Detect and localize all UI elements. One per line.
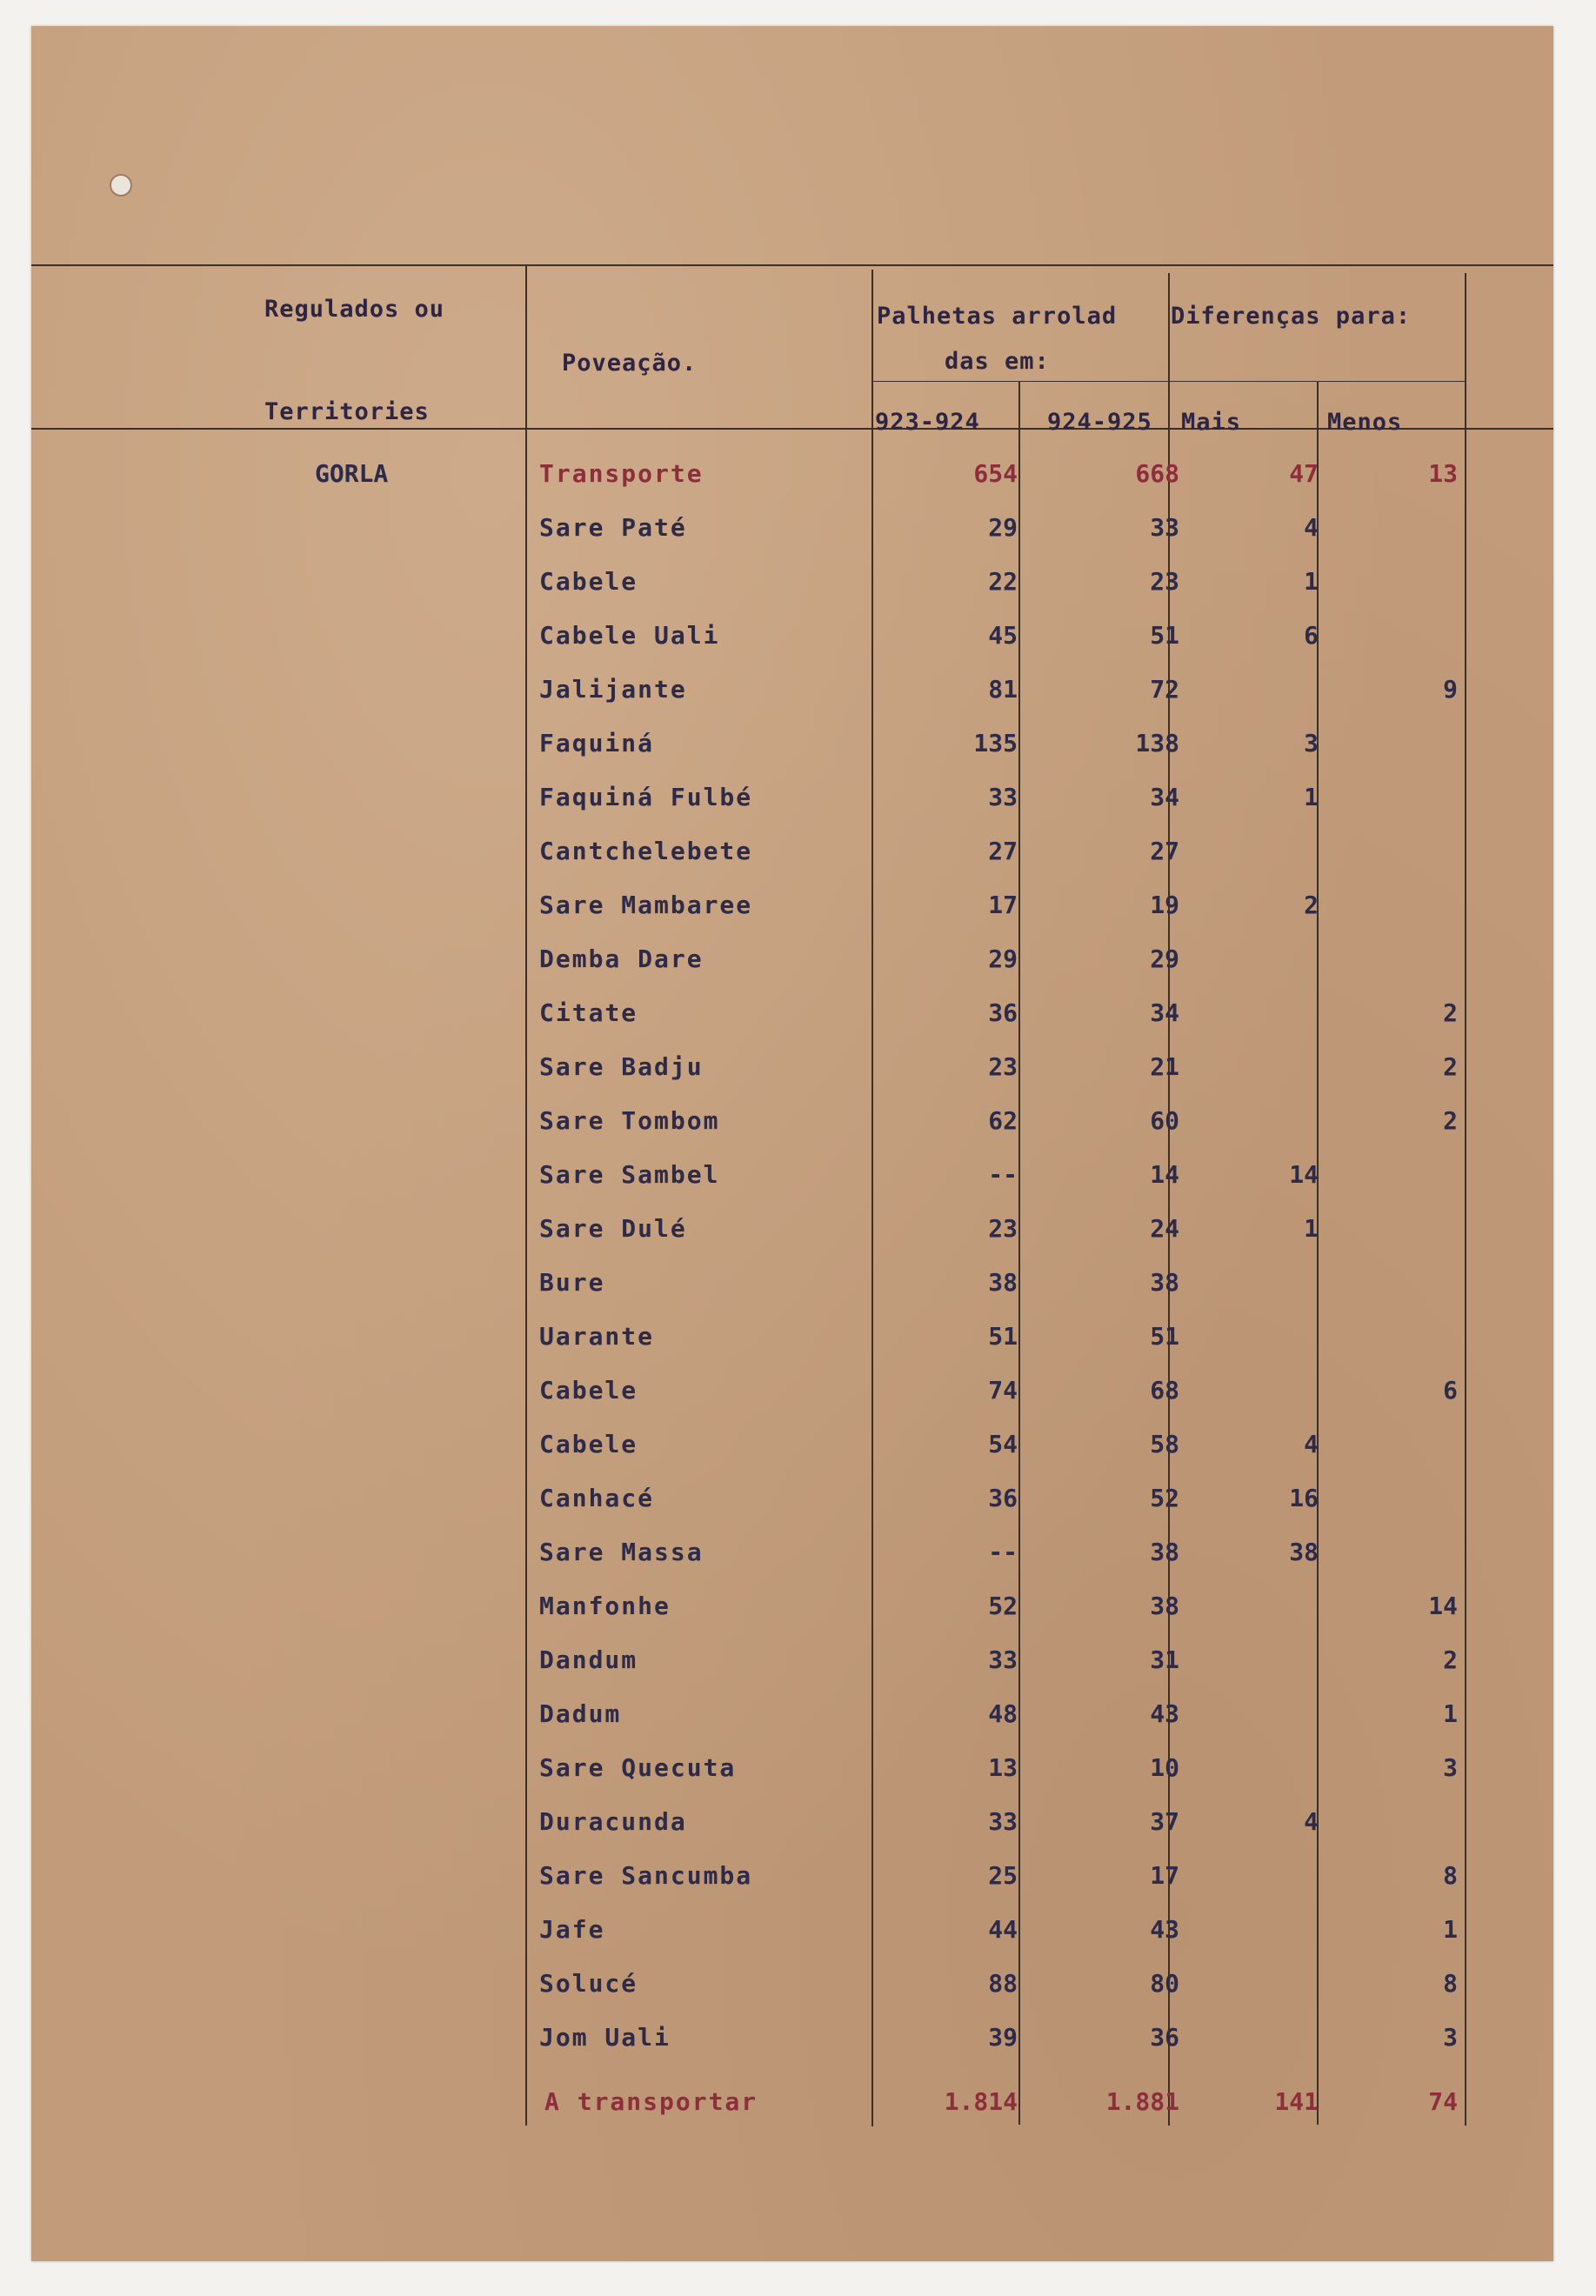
value-923-924: 22 <box>988 567 1018 596</box>
value-923-924: 62 <box>988 1106 1018 1135</box>
difference-menos: 14 <box>1428 1592 1458 1620</box>
table-row <box>31 1915 1553 1950</box>
value-924-925: 51 <box>1150 1322 1179 1351</box>
value-923-924: 38 <box>988 1268 1018 1297</box>
difference-mais: 4 <box>1304 1430 1319 1458</box>
column-rule-4 <box>1168 273 1170 2126</box>
difference-menos: 2 <box>1443 1645 1458 1674</box>
place-name: Cabele <box>539 567 638 596</box>
value-924-925: 29 <box>1150 944 1179 973</box>
header-territories: Territories <box>264 398 430 425</box>
difference-menos: 1 <box>1443 1915 1458 1944</box>
value-923-924: 29 <box>988 944 1018 973</box>
value-924-925: 80 <box>1150 1969 1179 1998</box>
value-923-924: -- <box>988 1538 1018 1566</box>
total-row <box>31 2087 1553 2122</box>
place-name: Jom Uali <box>539 2023 671 2052</box>
header-diferencas: Diferenças para: <box>1171 303 1412 330</box>
column-rule-6 <box>1465 273 1466 2126</box>
value-923-924: 27 <box>988 837 1018 865</box>
value-924-925: 34 <box>1150 783 1179 811</box>
value-923-924: 36 <box>988 1484 1018 1512</box>
difference-menos: 1 <box>1443 1699 1458 1728</box>
place-name: Sare Paté <box>539 513 687 542</box>
difference-mais: 38 <box>1289 1538 1319 1566</box>
difference-menos: 2 <box>1443 998 1458 1027</box>
table-row <box>31 1592 1553 1626</box>
value-924-925: 23 <box>1150 567 1179 596</box>
difference-mais: 16 <box>1289 1484 1319 1512</box>
table-row <box>31 1160 1553 1195</box>
difference-menos: 6 <box>1443 1376 1458 1405</box>
value-923-924: 17 <box>988 891 1018 919</box>
place-name: Dadum <box>539 1699 622 1728</box>
value-924-925: 36 <box>1150 2023 1179 2052</box>
total-menos: 74 <box>1428 2087 1458 2116</box>
place-name: Sare Tombom <box>539 1106 720 1135</box>
table-top-rule <box>31 264 1553 266</box>
value-923-924: 74 <box>988 1376 1018 1405</box>
transport-value-a: 654 <box>973 459 1018 488</box>
header-year-a: 923-924 <box>875 409 980 436</box>
value-924-925: 58 <box>1150 1430 1179 1458</box>
place-name: Cabele Uali <box>539 621 720 650</box>
value-924-925: 31 <box>1150 1645 1179 1674</box>
column-rule-2 <box>871 270 873 2126</box>
place-name: Citate <box>539 998 638 1027</box>
transport-row <box>31 459 1553 494</box>
value-923-924: -- <box>988 1160 1018 1189</box>
table-row <box>31 1969 1553 2004</box>
table-row <box>31 513 1553 548</box>
difference-mais: 14 <box>1289 1160 1319 1189</box>
table-row <box>31 837 1553 871</box>
header-mais: Mais <box>1181 409 1242 436</box>
place-name: Jafe <box>539 1915 605 1944</box>
value-924-925: 19 <box>1150 891 1179 919</box>
value-923-924: 48 <box>988 1699 1018 1728</box>
value-924-925: 37 <box>1150 1807 1179 1836</box>
value-924-925: 14 <box>1150 1160 1179 1189</box>
value-923-924: 54 <box>988 1430 1018 1458</box>
value-924-925: 68 <box>1150 1376 1179 1405</box>
value-923-924: 33 <box>988 1807 1018 1836</box>
place-name: Faquiná Fulbé <box>539 783 753 811</box>
value-924-925: 43 <box>1150 1699 1179 1728</box>
header-regulados: Regulados ou <box>264 296 445 323</box>
value-923-924: 81 <box>988 675 1018 704</box>
value-924-925: 33 <box>1150 513 1179 542</box>
place-name: Sare Quecuta <box>539 1753 737 1782</box>
place-name: Sare Massa <box>539 1538 704 1566</box>
table-row <box>31 891 1553 925</box>
place-name: Bure <box>539 1268 605 1297</box>
transport-menos: 13 <box>1428 459 1458 488</box>
difference-mais: 3 <box>1304 729 1319 758</box>
value-923-924: 88 <box>988 1969 1018 1998</box>
table-row <box>31 783 1553 818</box>
header-povoacao: Poveação. <box>562 350 698 377</box>
value-923-924: 33 <box>988 783 1018 811</box>
header-menos: Menos <box>1327 409 1403 436</box>
difference-menos: 2 <box>1443 1106 1458 1135</box>
value-923-924: 36 <box>988 998 1018 1027</box>
difference-mais: 4 <box>1304 1807 1319 1836</box>
value-923-924: 23 <box>988 1052 1018 1081</box>
difference-mais: 1 <box>1304 783 1319 811</box>
value-923-924: 39 <box>988 2023 1018 2052</box>
value-924-925: 24 <box>1150 1214 1179 1243</box>
place-name: Cantchelebete <box>539 837 753 865</box>
value-924-925: 34 <box>1150 998 1179 1027</box>
difference-mais: 2 <box>1304 891 1319 919</box>
place-name: Cabele <box>539 1376 638 1405</box>
difference-mais: 4 <box>1304 513 1319 542</box>
value-924-925: 38 <box>1150 1592 1179 1620</box>
value-923-924: 29 <box>988 513 1018 542</box>
table-row <box>31 944 1553 979</box>
value-924-925: 27 <box>1150 837 1179 865</box>
value-924-925: 38 <box>1150 1268 1179 1297</box>
value-923-924: 135 <box>973 729 1018 758</box>
table-row <box>31 1268 1553 1303</box>
total-mais: 141 <box>1274 2087 1319 2116</box>
place-name: Dandum <box>539 1645 638 1674</box>
value-924-925: 52 <box>1150 1484 1179 1512</box>
header-year-b: 924-925 <box>1047 409 1152 436</box>
place-name: Sare Dulé <box>539 1214 687 1243</box>
difference-mais: 1 <box>1304 1214 1319 1243</box>
table-row <box>31 1052 1553 1087</box>
place-name: Manfonhe <box>539 1592 671 1620</box>
table-row <box>31 675 1553 710</box>
place-name: Duracunda <box>539 1807 687 1836</box>
table-row <box>31 729 1553 764</box>
table-row <box>31 1322 1553 1357</box>
value-923-924: 51 <box>988 1322 1018 1351</box>
total-label: A transportar <box>544 2087 758 2116</box>
place-name: Uarante <box>539 1322 655 1351</box>
difference-menos: 8 <box>1443 1969 1458 1998</box>
table-row <box>31 1214 1553 1249</box>
place-name: Sare Badju <box>539 1052 704 1081</box>
value-923-924: 13 <box>988 1753 1018 1782</box>
table-row <box>31 1484 1553 1518</box>
total-value-b: 1.881 <box>1105 2087 1179 2116</box>
table-row <box>31 1699 1553 1734</box>
difference-menos: 3 <box>1443 1753 1458 1782</box>
transport-label: Transporte <box>539 459 704 488</box>
table-row <box>31 1430 1553 1465</box>
table-row <box>31 1538 1553 1572</box>
total-value-a: 1.814 <box>944 2087 1018 2116</box>
difference-mais: 1 <box>1304 567 1319 596</box>
difference-menos: 3 <box>1443 2023 1458 2052</box>
place-name: Faquiná <box>539 729 655 758</box>
table-row <box>31 1376 1553 1411</box>
value-923-924: 33 <box>988 1645 1018 1674</box>
difference-menos: 2 <box>1443 1052 1458 1081</box>
value-924-925: 10 <box>1150 1753 1179 1782</box>
transport-value-b: 668 <box>1135 459 1179 488</box>
header-bottom-rule <box>31 428 1553 430</box>
value-924-925: 43 <box>1150 1915 1179 1944</box>
place-name: Jalijante <box>539 675 687 704</box>
value-923-924: 45 <box>988 621 1018 650</box>
value-924-925: 38 <box>1150 1538 1179 1566</box>
value-924-925: 60 <box>1150 1106 1179 1135</box>
table-row <box>31 1106 1553 1141</box>
value-923-924: 52 <box>988 1592 1018 1620</box>
region-label: GORLA <box>315 459 389 488</box>
table-row <box>31 998 1553 1033</box>
table-row <box>31 2023 1553 2058</box>
table-row <box>31 567 1553 602</box>
punch-hole <box>110 174 132 197</box>
place-name: Demba Dare <box>539 944 704 973</box>
value-924-925: 51 <box>1150 621 1179 650</box>
document-sheet <box>31 26 1553 2261</box>
header-palhetas: Palhetas arrolad <box>877 303 1118 330</box>
table-row <box>31 1861 1553 1896</box>
value-923-924: 44 <box>988 1915 1018 1944</box>
place-name: Cabele <box>539 1430 638 1458</box>
table-row <box>31 621 1553 656</box>
table-row <box>31 1753 1553 1788</box>
place-name: Canhacé <box>539 1484 655 1512</box>
place-name: Sare Sancumba <box>539 1861 753 1890</box>
value-923-924: 25 <box>988 1861 1018 1890</box>
difference-menos: 8 <box>1443 1861 1458 1890</box>
difference-mais: 6 <box>1304 621 1319 650</box>
header-das-em: das em: <box>945 348 1050 375</box>
place-name: Sare Mambaree <box>539 891 753 919</box>
transport-mais: 47 <box>1289 459 1319 488</box>
place-name: Sare Sambel <box>539 1160 720 1189</box>
place-name: Solucé <box>539 1969 638 1998</box>
value-923-924: 23 <box>988 1214 1018 1243</box>
difference-menos: 9 <box>1443 675 1458 704</box>
value-924-925: 21 <box>1150 1052 1179 1081</box>
value-924-925: 72 <box>1150 675 1179 704</box>
table-row <box>31 1645 1553 1680</box>
value-924-925: 17 <box>1150 1861 1179 1890</box>
value-924-925: 138 <box>1135 729 1179 758</box>
table-row <box>31 1807 1553 1842</box>
